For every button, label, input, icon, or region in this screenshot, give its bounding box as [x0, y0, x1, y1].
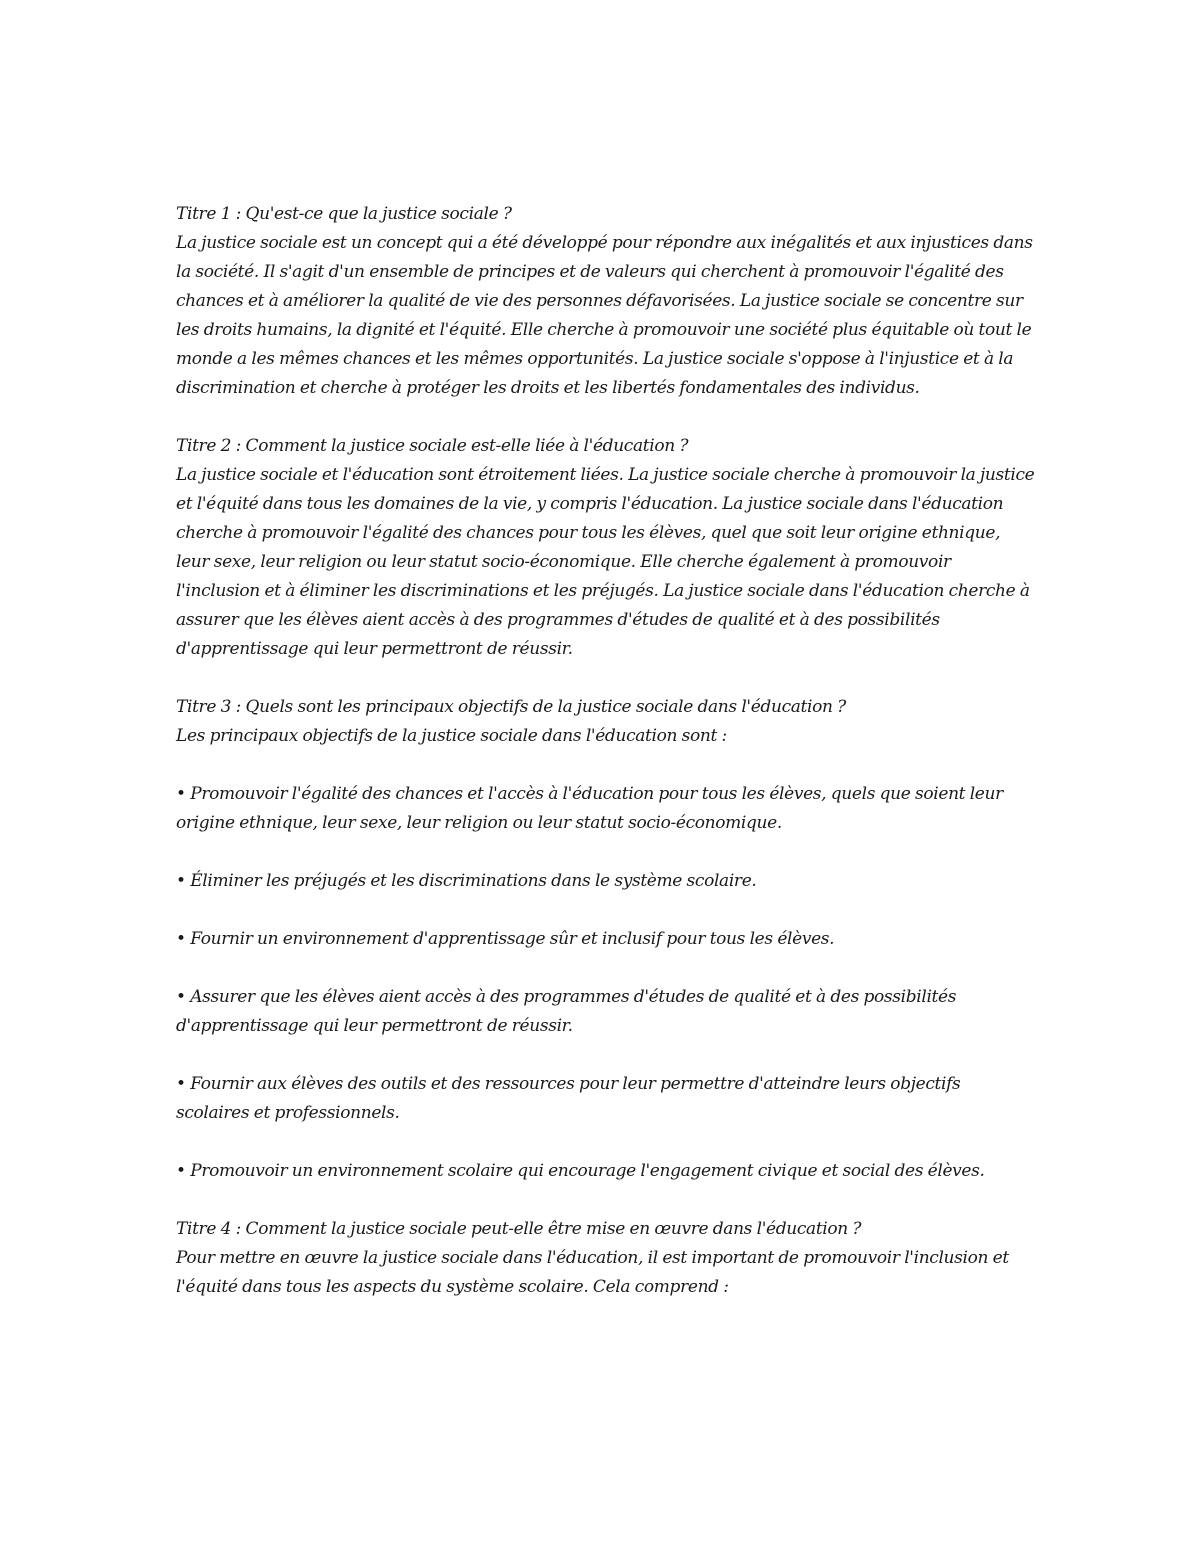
section-heading: Titre 3 : Quels sont les principaux objectifs de la justice sociale dans l'éducation ?	[176, 697, 846, 717]
section-paragraph: La justice sociale et l'éducation sont étroitement liées. La justice sociale cherche à promouvoir la justice et l'équité dans tous les domaines de la vie, y compris l'éducation. La justice sociale dans l'éducation cherche à promouvoir l'égalité des chances pour tous les élèves, quel que soit leur origine ethnique, leur sexe, leur religion ou leur statut socio-économique. Elle cherche également à promouvoir l'inclusion et à éliminer les discriminations et les préjugés. La justice sociale dans l'éducation cherche à assurer que les élèves aient accès à des programmes d'études de qualité et à des possibilités d'apprentissage qui leur permettront de réussir.	[176, 465, 1035, 659]
objectives-list	[176, 780, 1036, 1186]
section-heading: Titre 1 : Qu'est-ce que la justice sociale ?	[176, 204, 512, 224]
section-3	[176, 693, 1036, 1186]
list-item: • Assurer que les élèves aient accès à des programmes d'études de qualité et à des possibilités d'apprentissage qui leur permettront de réussir.	[176, 987, 957, 1036]
section-paragraph: Les principaux objectifs de la justice sociale dans l'éducation sont :	[176, 726, 727, 746]
list-item: • Fournir un environnement d'apprentissage sûr et inclusif pour tous les élèves.	[176, 929, 835, 949]
section-paragraph: Pour mettre en œuvre la justice sociale dans l'éducation, il est important de promouvoir l'inclusion et l'équité dans tous les aspects du système scolaire. Cela comprend :	[176, 1248, 1009, 1297]
section-1	[176, 200, 1036, 403]
list-item: • Promouvoir un environnement scolaire qui encourage l'engagement civique et social des élèves.	[176, 1161, 985, 1181]
section-2	[176, 432, 1036, 664]
section-heading: Titre 4 : Comment la justice sociale peut-elle être mise en œuvre dans l'éducation ?	[176, 1219, 862, 1239]
list-item: • Éliminer les préjugés et les discriminations dans le système scolaire.	[176, 871, 757, 891]
document-body	[176, 200, 1036, 1331]
section-paragraph: La justice sociale est un concept qui a été développé pour répondre aux inégalités et aux injustices dans la société. Il s'agit d'un ensemble de principes et de valeurs qui cherchent à promouvoir l'égalité des chances et à améliorer la qualité de vie des personnes défavorisées. La justice sociale se concentre sur les droits humains, la dignité et l'équité. Elle cherche à promouvoir une société plus équitable où tout le monde a les mêmes chances et les mêmes opportunités. La justice sociale s'oppose à l'injustice et à la discrimination et cherche à protéger les droits et les libertés fondamentales des individus.	[176, 233, 1033, 398]
section-4	[176, 1215, 1036, 1302]
list-item: • Promouvoir l'égalité des chances et l'accès à l'éducation pour tous les élèves, quels que soient leur origine ethnique, leur sexe, leur religion ou leur statut socio-économique.	[176, 784, 1003, 833]
list-item: • Fournir aux élèves des outils et des ressources pour leur permettre d'atteindre leurs objectifs scolaires et professionnels.	[176, 1074, 961, 1123]
section-heading: Titre 2 : Comment la justice sociale est-elle liée à l'éducation ?	[176, 436, 689, 456]
